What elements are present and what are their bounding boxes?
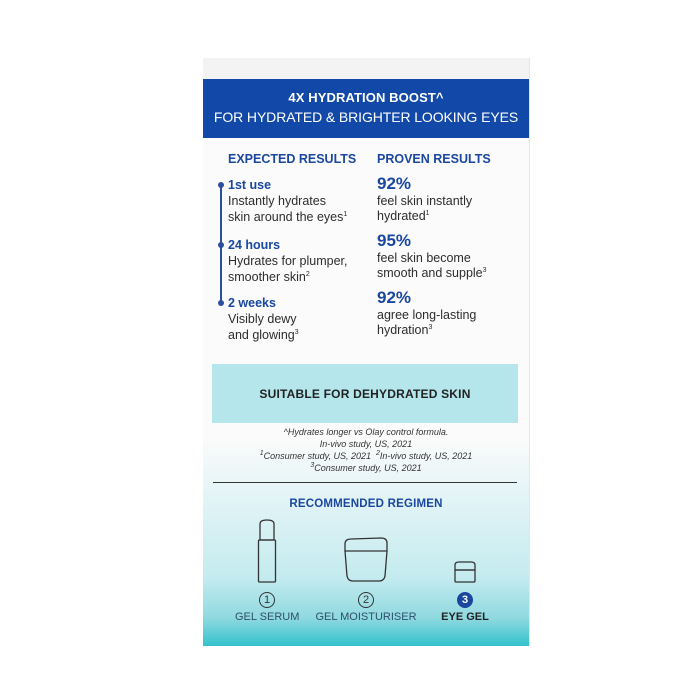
divider [213,482,517,483]
top-strip [203,58,529,79]
footnotes: ^Hydrates longer vs Olay control formula. In-vivo study, US, 2021 $^1$Consumer study, US, 2021 $^2$In-vivo study, US, 2021 $^3$Consumer study, US, 2021 [259,427,473,473]
eye-gel-jar-icon [453,518,477,584]
proven-percent: 92% [377,288,412,307]
expected-item: 2 weeks Visibly dewy and glowing$^3$ [228,296,299,342]
step-number: 3 [457,592,473,608]
step-label: GEL SERUM [235,611,300,623]
regimen-step [435,518,495,623]
step-label: GEL MOISTURISER [315,611,417,623]
serum-bottle-icon [257,518,277,584]
hero-headline: 4X HYDRATION BOOST^ [288,90,444,105]
expected-results-title: EXPECTED RESULTS [228,152,357,166]
step-number: 2 [358,592,374,608]
hero-subheadline: FOR HYDRATED & BRIGHTER LOOKING EYES [213,109,519,125]
proven-results-title: PROVEN RESULTS [377,152,491,166]
step-number: 1 [259,592,275,608]
timeline-dot [218,242,224,248]
step-label: EYE GEL [441,611,489,623]
proven-percent: 95% [377,231,412,250]
moisturiser-jar-icon [343,518,389,584]
hero-banner [203,79,529,138]
suitable-band [212,364,518,423]
proven-item: 92% feel skin instantly hydrated$^1$ [377,174,473,223]
regimen-step [235,518,299,623]
regimen-step [313,518,419,623]
expected-item-label: 1st use [228,178,272,192]
expected-item-label: 2 weeks [228,296,276,310]
proven-item: 92% agree long-lasting hydration$^3$ [377,288,477,337]
proven-percent: 92% [377,174,412,193]
suitable-text: SUITABLE FOR DEHYDRATED SKIN [259,386,471,401]
expected-item: 1st use Instantly hydrates skin around the eyes$^1$ [228,178,348,224]
timeline-dot [218,182,224,188]
regimen-title: RECOMMENDED REGIMEN [289,498,443,510]
proven-item: 95% feel skin become smooth and supple$^3$ [377,231,487,280]
expected-item: 24 hours Hydrates for plumper, smoother skin$^2$ [228,238,348,284]
product-box-panel [203,58,529,646]
timeline-dot [218,300,224,306]
expected-item-label: 24 hours [228,238,281,252]
